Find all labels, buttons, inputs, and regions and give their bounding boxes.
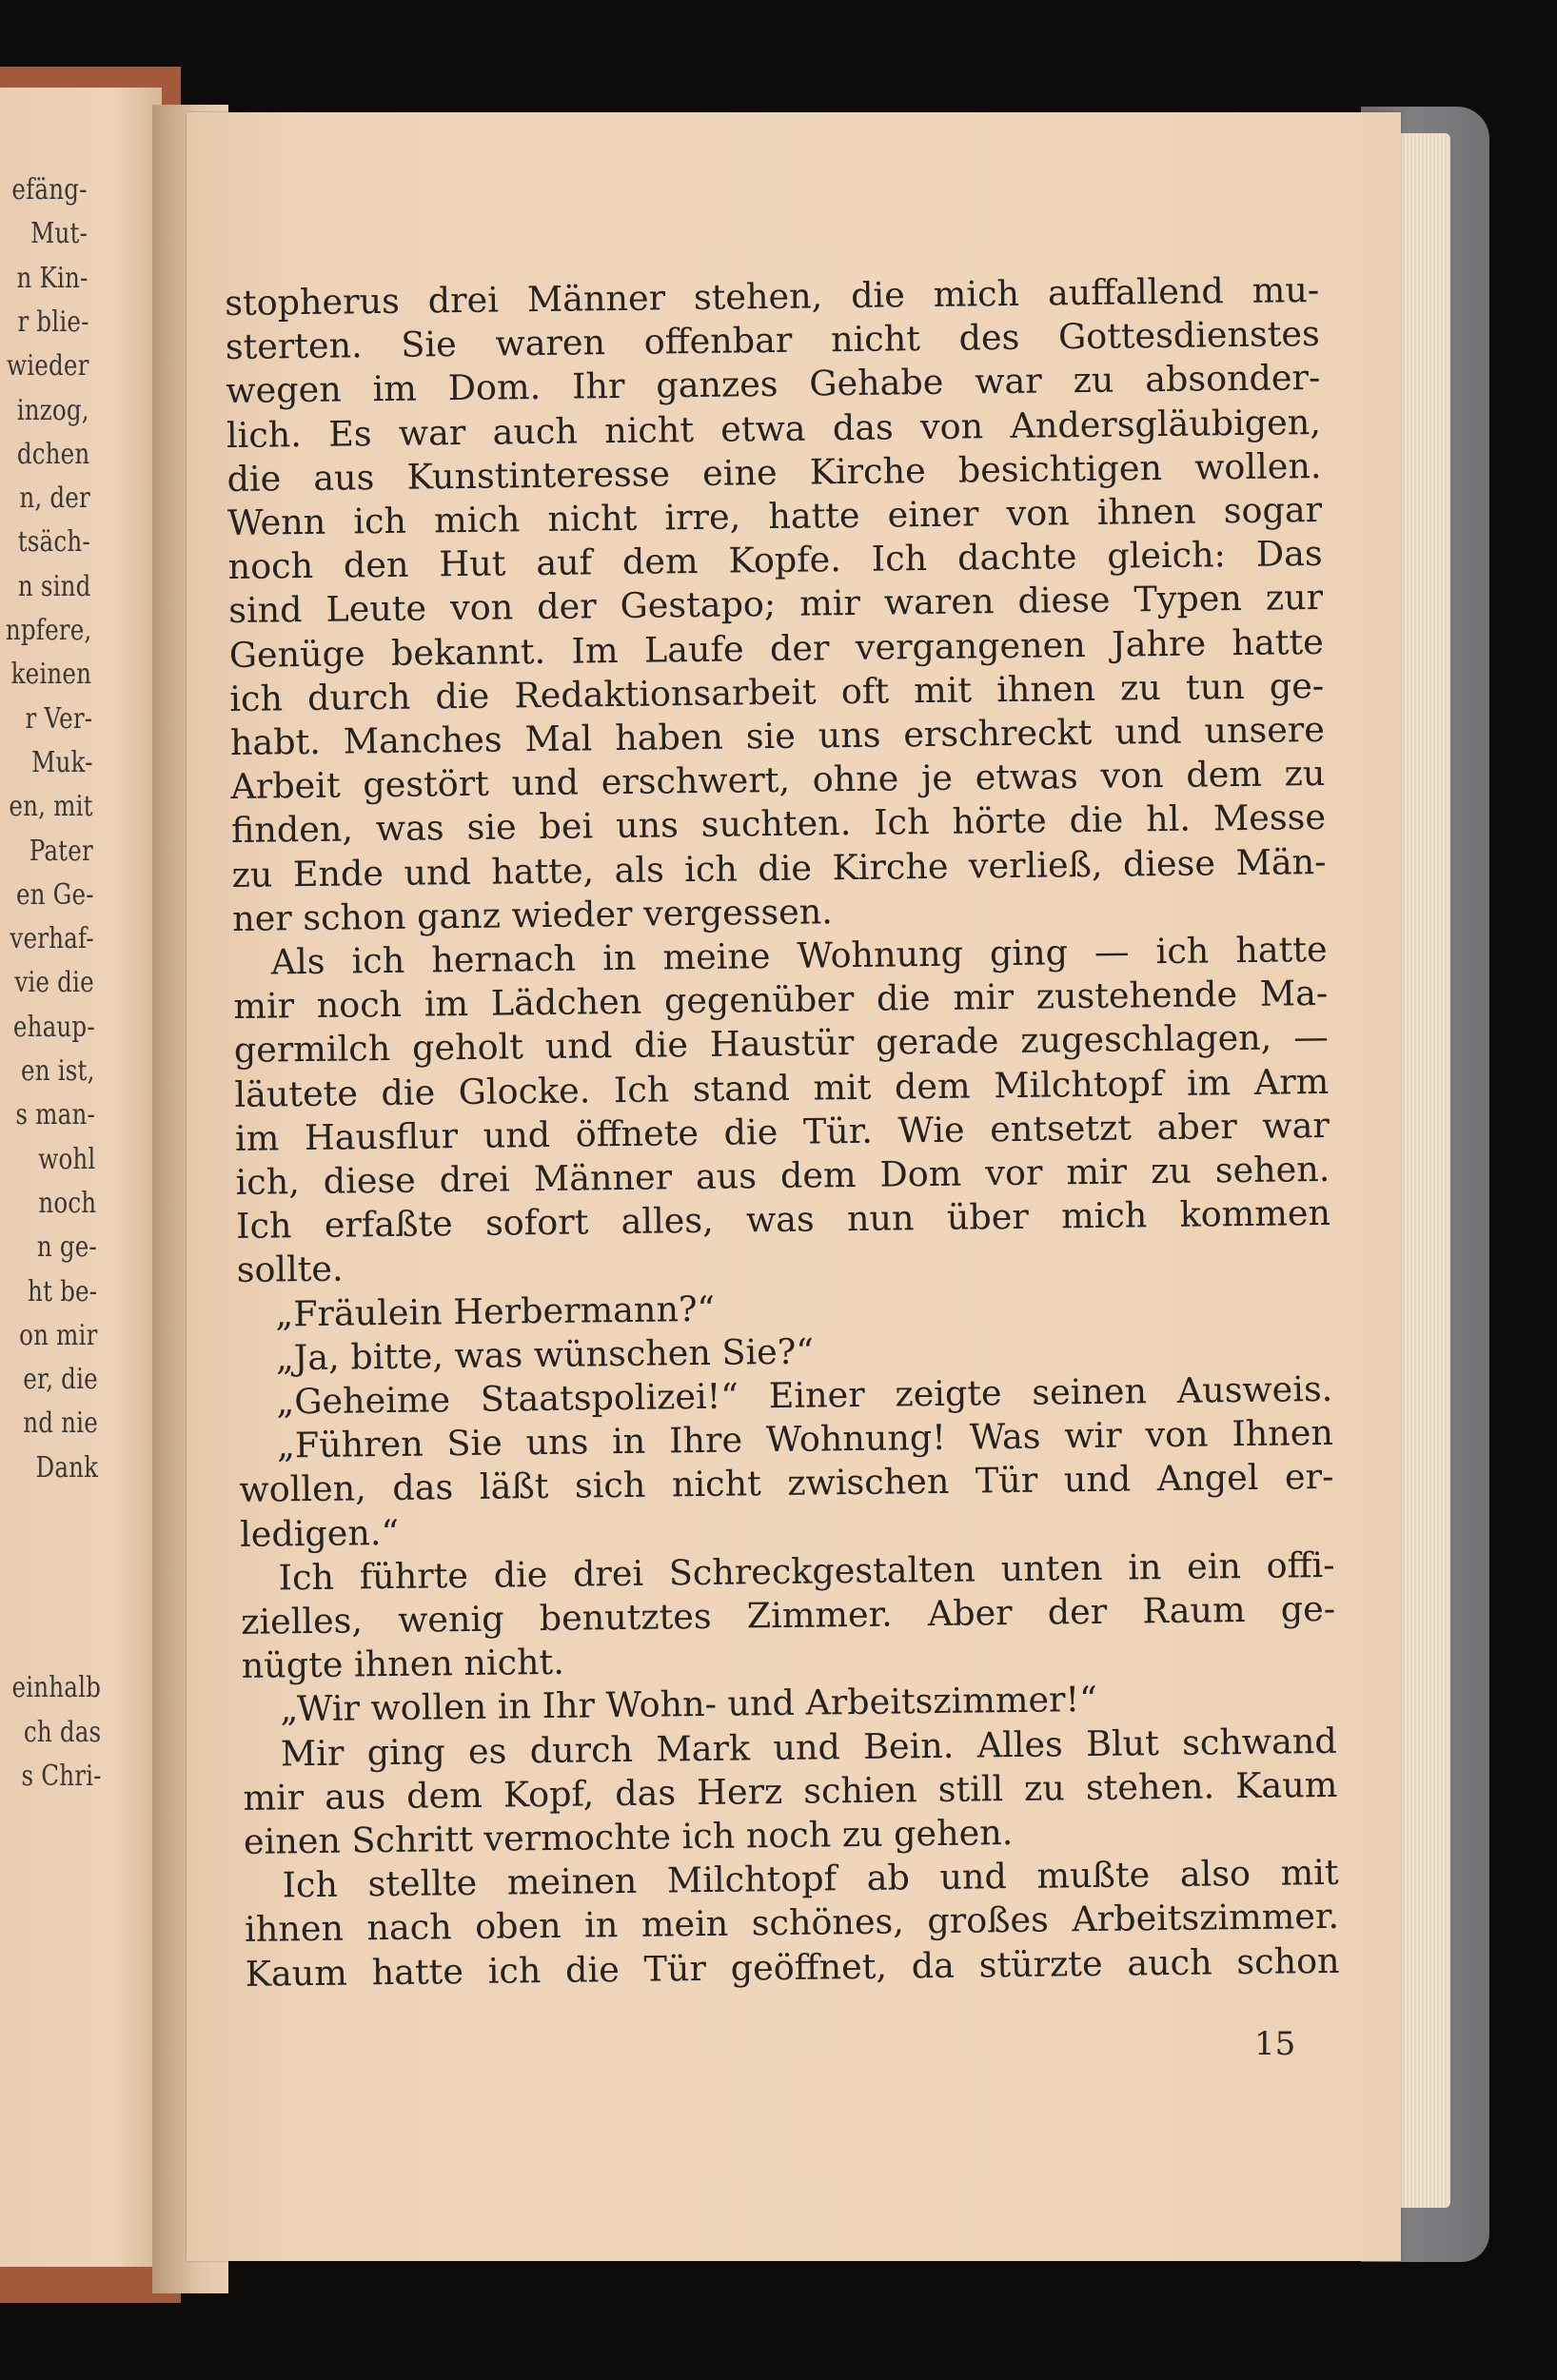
text-line: wegen im Dom. Ihr ganzes Gehabe war zu absonder- xyxy=(226,357,1321,412)
left-page xyxy=(0,88,162,2267)
text-line: Mir ging es durch Mark und Bein. Alles Blut schwand xyxy=(280,1720,1337,1774)
left-page-fragment: npfere, xyxy=(5,614,91,647)
left-page-fragment: s man- xyxy=(15,1098,96,1132)
left-page-fragment: n ge- xyxy=(36,1230,97,1265)
left-page-fragment: tsäch- xyxy=(18,525,91,560)
left-page-fragment: en Ge- xyxy=(15,877,94,912)
left-page-fragment: on mir xyxy=(18,1318,98,1352)
left-page-fragment: s Chri- xyxy=(21,1759,102,1793)
text-line: „Ja, bitte, was wünschen Sie?“ xyxy=(275,1330,815,1379)
text-line: noch den Hut auf dem Kopfe. Ich dachte gleich: Das xyxy=(227,533,1323,588)
left-page-fragment: inzog, xyxy=(16,393,89,427)
left-page-fragment: keinen xyxy=(10,658,92,692)
text-line: sollte. xyxy=(236,1248,344,1291)
text-line: mir aus dem Kopf, das Herz schien still zu stehen. Kaum xyxy=(243,1763,1338,1819)
left-page-fragment: efäng- xyxy=(11,173,88,207)
left-page-fragment: ehaup- xyxy=(12,1010,95,1044)
text-line: Arbeit gestört und erschwert, ohne je etwas von dem zu xyxy=(230,753,1326,808)
text-line: läutete die Glocke. Ich stand mit dem Milchtopf im Arm xyxy=(234,1060,1330,1115)
text-line: im Hausflur und öffnete die Tür. Wie entsetzt aber war xyxy=(234,1104,1330,1159)
text-line: ihnen nach oben in mein schönes, großes Arbeitszimmer. xyxy=(244,1896,1340,1951)
text-line: ner schon ganz wieder vergessen. xyxy=(231,891,834,939)
left-page-fragment: Mut- xyxy=(30,217,89,251)
text-line: Kaum hatte ich die Tür geöffnet, da stürzte auch schon xyxy=(245,1939,1340,1995)
left-page-fragment: ch das xyxy=(23,1715,101,1749)
text-line: lich. Es war auch nicht etwa das von Andersgläubigen, xyxy=(226,401,1322,456)
left-page-fragment: Muk- xyxy=(30,745,93,779)
text-line: germilch geholt und die Haustür gerade zugeschlagen, — xyxy=(233,1016,1329,1072)
left-page-fragment: er, die xyxy=(23,1363,98,1397)
text-line: „Geheime Staatspolizei!“ Einer zeigte seinen Ausweis. xyxy=(276,1367,1333,1423)
left-page-fragment: Pater xyxy=(29,834,93,868)
text-line: wollen, das läßt sich nicht zwischen Tür und Angel er- xyxy=(239,1456,1334,1511)
text-line: finden, was sie bei uns suchten. Ich hörte die hl. Messe xyxy=(230,797,1327,852)
text-line: „Wir wollen in Ihr Wohn- und Arbeitszimmer!“ xyxy=(280,1679,1098,1730)
text-line: ledigen.“ xyxy=(239,1511,400,1555)
right-page xyxy=(187,112,1401,2261)
text-line: mir noch im Lädchen gegenüber die mir zustehende Ma- xyxy=(233,973,1329,1028)
left-page-fragment: verhaf- xyxy=(10,922,94,956)
text-line: Ich stellte meinen Milchtopf ab und mußte also mit xyxy=(282,1852,1339,1906)
left-page-fragment: dchen xyxy=(16,437,90,471)
text-line: Ich erfaßte sofort alles, was nun über mich kommen xyxy=(235,1192,1331,1248)
left-page-fragment: nd nie xyxy=(23,1406,99,1441)
text-line: Wenn ich mich nicht irre, hatte einer von ihnen sogar xyxy=(227,488,1323,543)
left-page-fragment: r blie- xyxy=(17,305,89,339)
text-line: ich, diese drei Männer aus dem Dom vor mir zu sehen. xyxy=(235,1148,1330,1203)
left-page-fragment: r Ver- xyxy=(25,701,92,736)
text-line: einen Schritt vermochte ich noch zu gehen. xyxy=(243,1812,1014,1862)
left-page-fragment: noch xyxy=(38,1186,97,1220)
text-line: „Fräulein Herbermann?“ xyxy=(274,1288,716,1335)
left-page-text xyxy=(0,88,162,2267)
left-page-fragment: n, der xyxy=(19,482,90,516)
text-line: nügte ihnen nicht. xyxy=(241,1641,565,1687)
text-line: habt. Manches Mal haben sie uns erschreckt und unsere xyxy=(229,708,1326,763)
text-line: zu Ende und hatte, als ich die Kirche verließ, diese Män- xyxy=(231,840,1327,895)
left-page-fragment: en, mit xyxy=(9,790,93,824)
left-page-fragment: vie die xyxy=(14,966,95,1000)
text-line: die aus Kunstinteresse eine Kirche besichtigen wollen. xyxy=(227,444,1322,500)
text-line: stopherus drei Männer stehen, die mich auffallend mu- xyxy=(225,268,1320,324)
left-page-fragment: en ist, xyxy=(21,1054,95,1088)
body-text xyxy=(225,268,1340,1995)
text-line: zielles, wenig benutztes Zimmer. Aber der Raum ge- xyxy=(240,1587,1336,1642)
text-line: ich durch die Redaktionsarbeit oft mit ihnen zu tun ge- xyxy=(229,664,1325,719)
left-page-fragment: wohl xyxy=(38,1142,96,1176)
left-page-fragment: n Kin- xyxy=(16,261,89,295)
text-line: Ich führte die drei Schreckgestalten unten in ein offi- xyxy=(278,1544,1335,1599)
left-page-fragment: einhalb xyxy=(11,1671,101,1705)
left-page-fragment: Dank xyxy=(35,1450,99,1485)
left-page-fragment: n sind xyxy=(17,569,91,603)
text-line: „Führen Sie uns in Ihre Wohnung! Was wir von Ihnen xyxy=(276,1412,1334,1466)
left-page-fragment: ht be- xyxy=(27,1274,97,1308)
page-number: 15 xyxy=(1254,2025,1296,2063)
text-line: Genüge bekannt. Im Laufe der vergangenen Jahre hatte xyxy=(228,620,1324,676)
text-line: sind Leute von der Gestapo; mir waren diese Typen zur xyxy=(227,577,1324,632)
text-line: sterten. Sie waren offenbar nicht des Gottesdienstes xyxy=(225,313,1320,368)
text-line: Als ich hernach in meine Wohnung ging — ich hatte xyxy=(270,928,1328,983)
left-page-fragment: wieder xyxy=(7,349,89,384)
